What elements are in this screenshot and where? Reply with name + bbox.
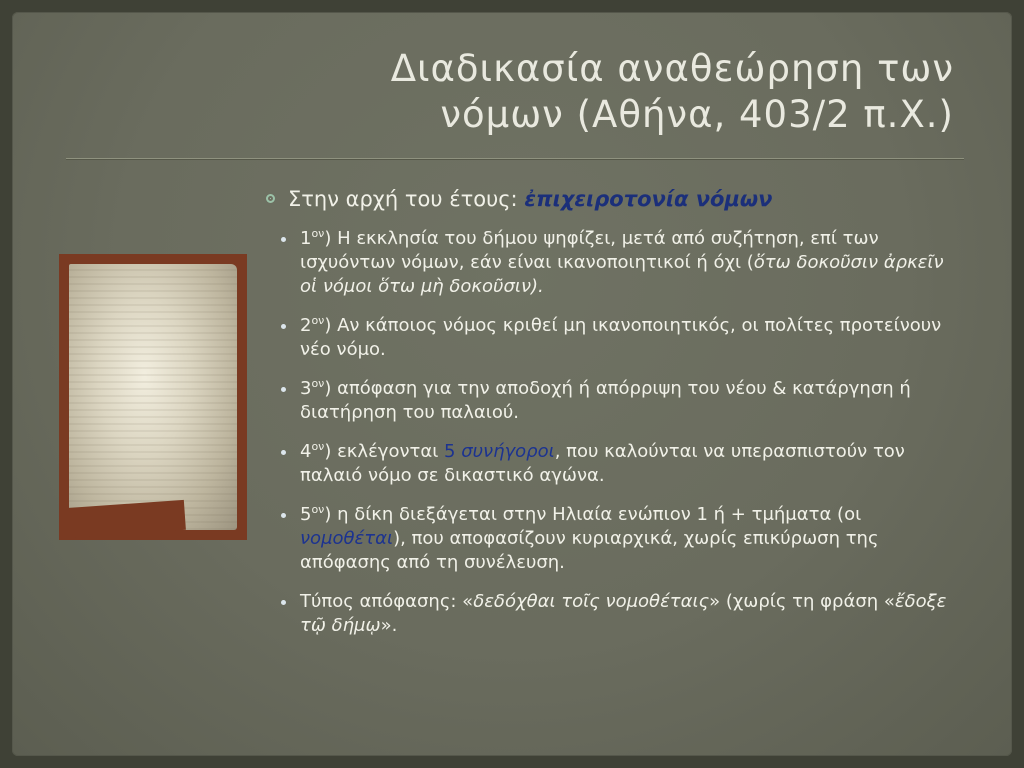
item-italic-1: δεδόχθαι τοῖς νομοθέταις	[473, 591, 710, 612]
main-bullet-highlight: ἐπιχειροτονία νόμων	[524, 187, 773, 211]
item-text: ) Η εκκλησία του δήμου ψηφίζει, μετά από συζήτηση, επί των ισχυόντων νόμων, εάν είναι ικανοποιητικοί ή όχι (	[300, 228, 879, 273]
item-text-pre: Τύπος απόφασης: «	[300, 591, 474, 612]
title-line-1: Διαδικασία αναθεώρηση των	[390, 47, 954, 90]
main-bullet-prefix: Στην αρχή του έτους:	[288, 187, 518, 211]
sub-bullet-list	[260, 227, 960, 638]
bullet-dot-icon	[281, 387, 286, 392]
item-highlight-word: συνήγοροι	[461, 441, 555, 462]
bullet-dot-icon	[281, 450, 286, 455]
item-highlight-word: νομοθέται	[300, 528, 394, 549]
stone-slab	[69, 264, 237, 530]
list-item	[260, 377, 960, 425]
main-bullet	[260, 185, 960, 213]
slide-content	[260, 185, 960, 653]
item-text-pre: ) εκλέγονται	[324, 441, 445, 462]
item-text-mid: » (χωρίς τη φράση «	[709, 591, 895, 612]
item-number: 3	[300, 378, 312, 399]
item-italic-2: ἔδοξε τῷ δήμῳ	[300, 591, 947, 636]
item-superscript: ον	[311, 503, 325, 516]
list-item	[260, 314, 960, 362]
item-number: 1	[300, 228, 312, 249]
item-italic: ὅτω δοκοῦσιν ἀρκεῖν οἱ νόμοι ὅτω μὴ δοκοῦσιν).	[300, 252, 944, 297]
title-line-2: νόμων (Αθήνα, 403/2 π.Χ.)	[440, 93, 954, 136]
bullet-dot-icon	[281, 237, 286, 242]
item-text-post: ), που αποφασίζουν κυριαρχικά, χωρίς επικύρωση της απόφασης από τη συνέλευση.	[300, 528, 879, 573]
slide	[12, 12, 1012, 756]
slide-title	[194, 46, 954, 138]
list-item	[260, 503, 960, 575]
item-superscript: ον	[311, 314, 325, 327]
item-number: 5	[300, 504, 312, 525]
item-number: 2	[300, 315, 312, 336]
item-text: ) Αν κάποιος νόμος κριθεί μη ικανοποιητικός, οι πολίτες προτείνουν νέο νόμο.	[300, 315, 942, 360]
item-text-pre: ) η δίκη διεξάγεται στην Ηλιαία ενώπιον 1 ή + τμήματα (οι	[324, 504, 862, 525]
list-item	[260, 590, 960, 638]
bullet-dot-icon	[281, 600, 286, 605]
title-divider	[66, 158, 964, 159]
item-superscript: ον	[311, 440, 325, 453]
item-number: 4	[300, 441, 312, 462]
bullet-circle-icon	[266, 194, 275, 203]
item-highlight-number: 5	[444, 441, 456, 462]
item-text-post: ».	[380, 615, 398, 636]
inscription-image	[59, 254, 247, 540]
bullet-dot-icon	[281, 324, 286, 329]
item-text: ) απόφαση για την αποδοχή ή απόρριψη του νέου & κατάργηση ή διατήρηση του παλαιού.	[300, 378, 911, 423]
bullet-dot-icon	[281, 513, 286, 518]
list-item	[260, 440, 960, 488]
item-superscript: ον	[311, 377, 325, 390]
list-item	[260, 227, 960, 299]
item-superscript: ον	[311, 227, 325, 240]
item-text-post: , που καλούνται να υπερασπιστούν τον παλαιό νόμο σε δικαστικό αγώνα.	[300, 441, 905, 486]
